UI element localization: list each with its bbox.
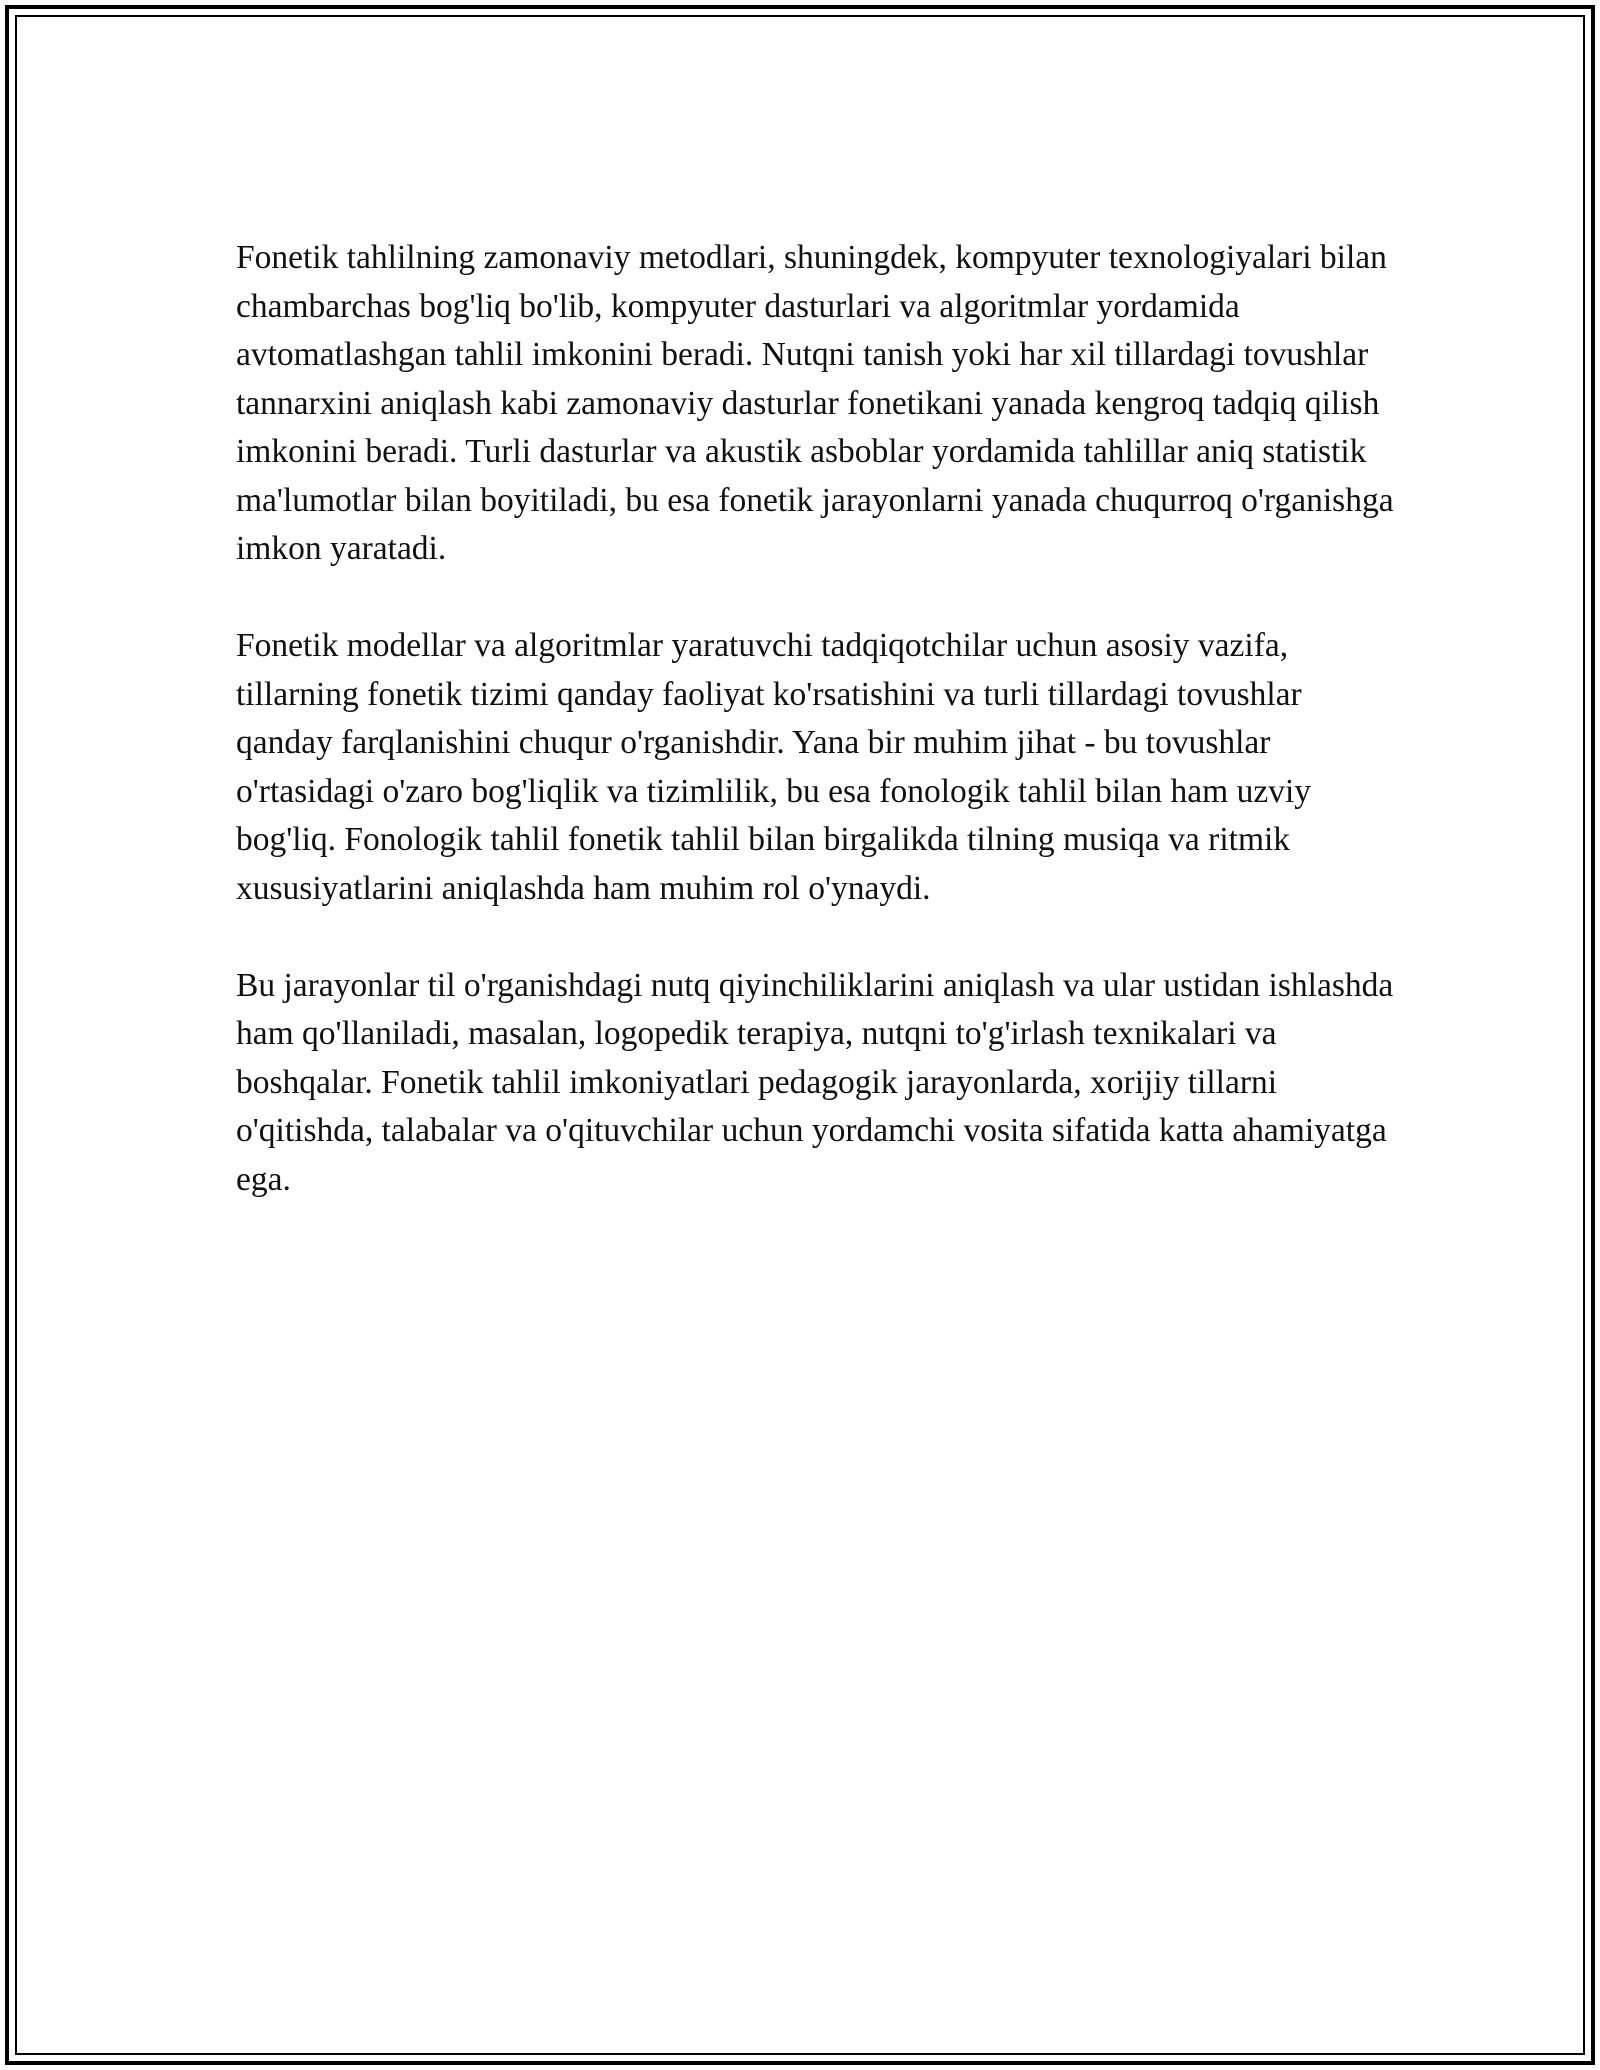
paragraph-1: Fonetik tahlilning zamonaviy metodlari, shuningdek, kompyuter texnologiyalari bilan chambarchas bog'liq bo'lib, kompyuter dasturlari va algoritmlar yordamida avtomatlashgan tahlil imkonini beradi. Nutqni tanish yoki har xil tillardagi tovushlar tannarxini aniqlash kabi zamonaviy dasturlar fonetikani yanada kengroq tadqiq qilish imkonini beradi. Turli dasturlar va akustik asboblar yordamida tahlillar aniq statistik ma'lumotlar bilan boyitiladi, bu esa fonetik jarayonlarni yanada chuqurroq o'rganishga imkon yaratadi. (236, 239, 1394, 567)
paragraph-2: Fonetik modellar va algoritmlar yaratuvchi tadqiqotchilar uchun asosiy vazifa, tillarning fonetik tizimi qanday faoliyat ko'rsatishini va turli tillardagi tovushlar qanday farqlanishini chuqur o'rganishdir. Yana bir muhim jihat - bu tovushlar o'rtasidagi o'zaro bog'liqlik va tizimlilik, bu esa fonologik tahlil bilan ham uzviy bog'liq. Fonologik tahlil fonetik tahlil bilan birgalikda tilning musiqa va ritmik xususiyatlarini aniqlashda ham muhim rol o'ynaydi. (236, 627, 1312, 907)
paragraph-3: Bu jarayonlar til o'rganishdagi nutq qiyinchiliklarini aniqlash va ular ustidan ishlashda ham qo'llaniladi, masalan, logopedik terapiya, nutqni to'g'irlash texnikalari va boshqalar. Fonetik tahlil imkoniyatlari pedagogik jarayonlarda, xorijiy tillarni o'qitishda, talabalar va o'qituvchilar uchun yordamchi vosita sifatida katta ahamiyatga ega. (236, 966, 1394, 1198)
document-body (236, 234, 1406, 1253)
